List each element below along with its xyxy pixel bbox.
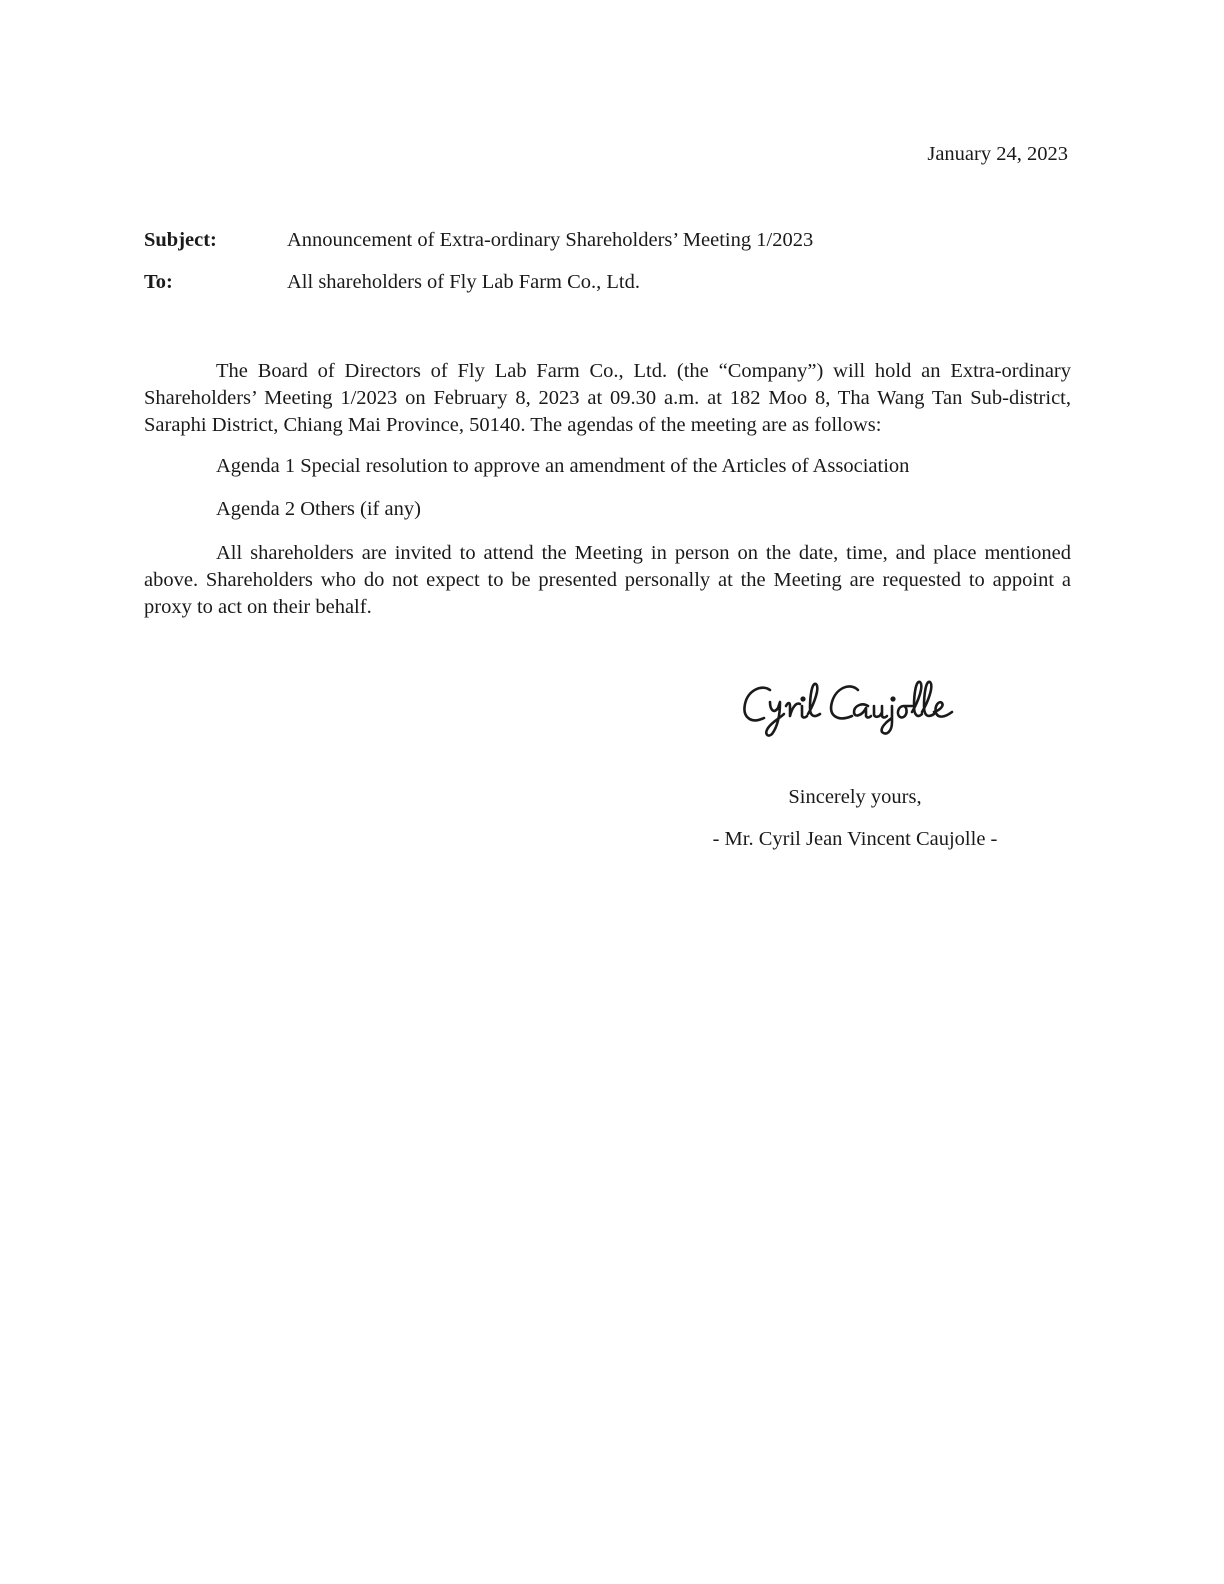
to-label: To: bbox=[144, 271, 173, 293]
signatory-name: - Mr. Cyril Jean Vincent Caujolle - bbox=[712, 828, 998, 850]
letter-date: January 24, 2023 bbox=[927, 143, 1068, 165]
closing-salutation: Sincerely yours, bbox=[788, 786, 922, 808]
to-value: All shareholders of Fly Lab Farm Co., Ltd. bbox=[287, 271, 641, 293]
handwritten-signature bbox=[740, 676, 980, 746]
subject-label: Subject: bbox=[144, 229, 217, 251]
body-paragraph-2: All shareholders are invited to attend the Meeting in person on the date, time, and place mentioned above. Shareholders who do not expect to be presented personally at the Meeting are requested to appoint a proxy to act on their behalf. bbox=[144, 542, 1071, 618]
agenda-item-1: Agenda 1 Special resolution to approve an amendment of the Articles of Association bbox=[216, 455, 910, 477]
agenda-item-2: Agenda 2 Others (if any) bbox=[216, 498, 421, 520]
subject-value: Announcement of Extra-ordinary Shareholders’ Meeting 1/2023 bbox=[287, 229, 814, 251]
body-paragraph-1: The Board of Directors of Fly Lab Farm Co., Ltd. (the “Company”) will hold an Extra-ordinary Shareholders’ Meeting 1/2023 on February 8, 2023 at 09.30 a.m. at 182 Moo 8, Tha Wang Tan Sub-district, Saraphi District, Chiang Mai Province, 50140. The agendas of the meeting are as follows: bbox=[144, 360, 1071, 436]
